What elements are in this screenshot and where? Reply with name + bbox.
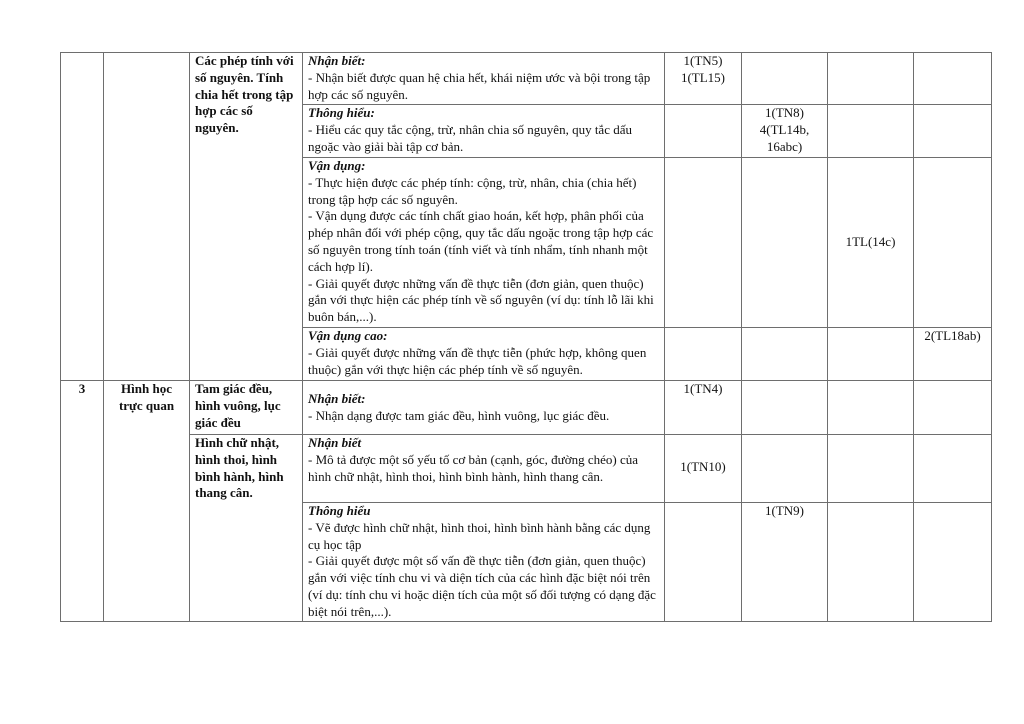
requirement-cell xyxy=(303,328,665,381)
requirement-cell xyxy=(303,435,665,503)
question-ref: 4(TL14b, xyxy=(759,121,810,137)
application-count-cell xyxy=(828,328,914,381)
requirement-text: - Giải quyết được một số vấn đề thực tiễn (đơn giản, quen thuộc) gắn với việc tính chu vi và diện tích của các hình đặc biệt nói trên (ví dụ: tính chu vi hoặc diện tích của một số đối tượng có dạng đặc biệt nói trên,...). xyxy=(308,553,656,619)
question-ref: 16abc) xyxy=(766,138,803,154)
application-count-cell xyxy=(828,53,914,105)
requirement-text: - Giải quyết được những vấn đề thực tiễn (đơn giản, quen thuộc) gắn với thực hiện các phép tính về số nguyên (ví dụ: tính lỗ lãi khi buôn bán,...). xyxy=(308,275,654,325)
requirement-text: - Vẽ được hình chữ nhật, hình thoi, hình bình hành bằng các dụng cụ học tập xyxy=(308,519,651,552)
recognition-count-cell xyxy=(665,381,742,435)
requirement-text: - Hiểu các quy tắc cộng, trừ, nhân chia số nguyên, quy tắc dấu ngoặc vào giải bài tập cơ bản. xyxy=(308,121,632,154)
number-cell: 3 xyxy=(61,381,104,622)
requirement-text: - Giải quyết được những vấn đề thực tiễn (phức hợp, không quen thuộc) gắn với thực hiện các phép tính về số nguyên. xyxy=(308,344,647,377)
high-application-count-cell xyxy=(914,381,992,435)
understanding-count-cell xyxy=(742,381,828,435)
specification-matrix-table xyxy=(60,52,992,622)
high-application-count-cell xyxy=(914,105,992,158)
question-ref: 1TL(14c) xyxy=(845,234,896,250)
application-count-cell xyxy=(828,381,914,435)
chapter-cell xyxy=(104,53,190,381)
question-ref: 1(TL15) xyxy=(680,69,726,85)
number-cell xyxy=(61,53,104,381)
high-application-count-cell xyxy=(914,328,992,381)
level-label: Vận dụng: xyxy=(308,158,366,173)
level-label: Nhận biết xyxy=(308,435,362,450)
application-count-cell xyxy=(828,158,914,328)
understanding-count-cell xyxy=(742,105,828,158)
recognition-count-cell xyxy=(665,105,742,158)
table-row xyxy=(61,381,992,435)
question-ref: 1(TN8) xyxy=(765,105,804,120)
high-application-count-cell xyxy=(914,53,992,105)
understanding-count-cell xyxy=(742,503,828,622)
application-count-cell xyxy=(828,503,914,622)
understanding-count-cell xyxy=(742,53,828,105)
requirement-cell xyxy=(303,53,665,105)
requirement-cell xyxy=(303,158,665,328)
requirement-text: - Vận dụng được các tính chất giao hoán, kết hợp, phân phối của phép nhân đối với phép cộng, quy tắc dấu ngoặc trong tập hợp các số nguyên trong tính toán (tính viết và tính nhẩm, tính nhanh một cách hợp lí). xyxy=(308,208,654,274)
table-row xyxy=(61,435,992,503)
level-label: Nhận biết: xyxy=(308,53,366,68)
level-label: Nhận biết: xyxy=(308,390,366,406)
high-application-count-cell xyxy=(914,503,992,622)
requirement-cell xyxy=(303,381,665,435)
understanding-count-cell xyxy=(742,435,828,503)
table-row xyxy=(61,53,992,105)
understanding-count-cell xyxy=(742,328,828,381)
requirement-text: - Nhận dạng được tam giác đều, hình vuông, lục giác đều. xyxy=(308,407,610,423)
level-label: Thông hiểu: xyxy=(308,105,375,120)
recognition-count-cell xyxy=(665,503,742,622)
requirement-text: - Nhận biết được quan hệ chia hết, khái niệm ước và bội trong tập hợp các số nguyên. xyxy=(308,69,651,102)
level-label: Thông hiểu xyxy=(308,503,371,518)
chapter-cell: Hình học trực quan xyxy=(104,381,190,622)
level-label: Vận dụng cao: xyxy=(308,328,388,343)
topic-cell: Tam giác đều, hình vuông, lục giác đều xyxy=(190,381,303,435)
high-application-count-cell xyxy=(914,158,992,328)
recognition-count-cell xyxy=(665,435,742,503)
recognition-count-cell xyxy=(665,328,742,381)
recognition-count-cell xyxy=(665,53,742,105)
high-application-count-cell xyxy=(914,435,992,503)
topic-cell: Các phép tính với số nguyên. Tính chia hết trong tập hợp các số nguyên. xyxy=(190,53,303,381)
application-count-cell xyxy=(828,105,914,158)
recognition-count-cell xyxy=(665,158,742,328)
question-ref: 2(TL18ab) xyxy=(924,328,981,343)
question-ref: 1(TN5) xyxy=(683,53,723,68)
question-ref: 1(TN4) xyxy=(683,381,723,396)
requirement-cell xyxy=(303,105,665,158)
application-count-cell xyxy=(828,435,914,503)
requirement-cell xyxy=(303,503,665,622)
requirement-text: - Thực hiện được các phép tính: cộng, trừ, nhân, chia (chia hết) trong tập hợp các số nguyên. xyxy=(308,174,637,207)
question-ref: 1(TN10) xyxy=(680,459,726,474)
requirement-text: - Mô tả được một số yếu tố cơ bản (cạnh, góc, đường chéo) của hình chữ nhật, hình thoi, hình bình hành, hình thang cân. xyxy=(308,451,639,484)
question-ref: 1(TN9) xyxy=(765,503,804,518)
understanding-count-cell xyxy=(742,158,828,328)
topic-cell: Hình chữ nhật, hình thoi, hình bình hành, hình thang cân. xyxy=(190,435,303,622)
